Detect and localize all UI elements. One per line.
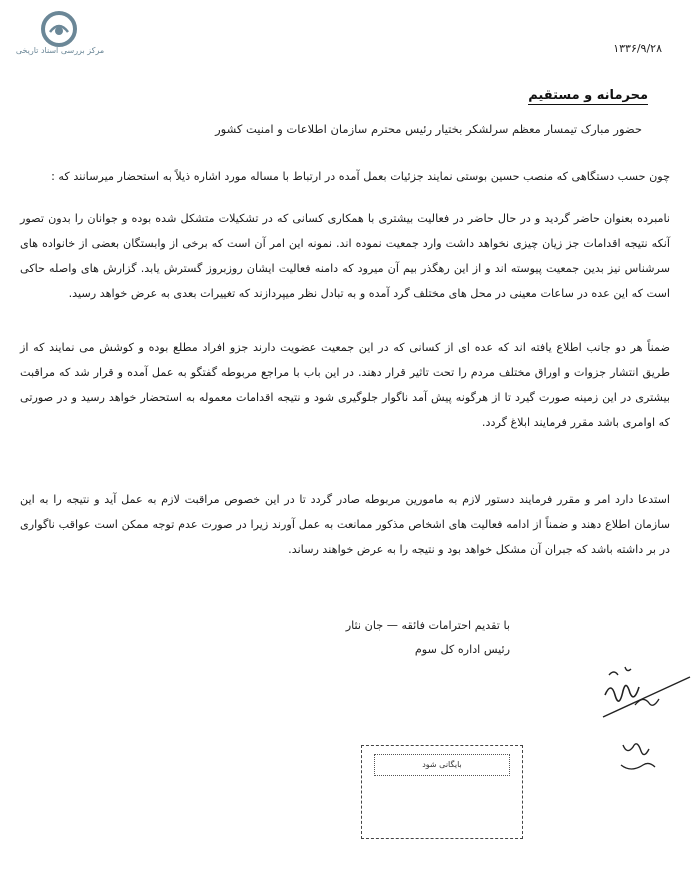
document-salutation: محرمانه و مستقیم bbox=[528, 88, 648, 103]
archive-logo-icon bbox=[38, 10, 80, 48]
watermark-text: مرکز بررسی اسناد تاریخی bbox=[15, 46, 105, 55]
handwritten-initials bbox=[615, 735, 665, 780]
document-subject: حضور مبارک تیمسار معظم سرلشکر بختیار رئیس محترم سازمان اطلاعات و امنیت کشور bbox=[215, 122, 642, 136]
archive-stamp bbox=[361, 745, 523, 839]
closing-line-1: با تقدیم احترامات فائقه — جان نثار bbox=[345, 619, 510, 632]
paragraph-2: نامبرده بعنوان حاضر گردید و در حال حاضر در فعالیت بیشتری با همکاری کسانی که در تشکیلات متشکل شده بوده و جوانان را بدون تصور آنکه نتیجه اقدامات جز زیان چیزی نخواهد داشت وارد جمعیت نموده اند. نمونه این امر آن است که برخی از وابستگان بعضی از خانواده های سرشناس نیز بدین جمعیت پیوسته اند و از این رهگذر بیم آن میرود که دامنه فعالیت ایشان روزبروز گسترش یابد. گزارش های واصله حاکی است که این عده در ساعات معینی در محل های مختلف گرد آمده و به تبادل نظر میپردازند که تغییرات بعدی به عرض خواهد رسید. bbox=[20, 212, 670, 300]
document-date: ۱۳۳۶/۹/۲۸ bbox=[613, 42, 662, 55]
handwritten-signature bbox=[595, 655, 695, 745]
paragraph-1: چون حسب دستگاهی که منصب حسین بوستی نمایند جزئیات بعمل آمده در ارتباط با مساله مورد اشاره ذیلاً به استحضار میرسانند که : bbox=[51, 170, 670, 183]
closing-block bbox=[346, 614, 510, 662]
watermark-logo bbox=[10, 8, 110, 60]
stamp-label: بایگانی شود bbox=[374, 754, 510, 776]
paragraph-4: استدعا دارد امر و مقرر فرمایند دستور لازم به مامورین مربوطه صادر گردد تا در این خصوص مراقبت لازم به عمل آید و نتیجه را به این سازمان اطلاع دهند و ضمناً از ادامه فعالیت های اشخاص مذکور ممانعت به عمل آورند زیرا در صورت عدم توجه ممکن است عواقب ناگواری در بر داشته باشد که جبران آن مشکل خواهد بود و نتیجه را به عرض خواهند رساند. bbox=[20, 493, 670, 556]
paragraph-3: ضمناً هر دو جانب اطلاع یافته اند که عده ای از کسانی که در این جمعیت عضویت دارند جزو افراد مطلع بوده و کوشش می نمایند که از طریق انتشار جزوات و اوراق مختلف مردم را تحت تاثیر قرار دهند. در این باب با مراجع مربوطه گفتگو به عمل آمده و قرار شد که مراقبت بیشتری در این زمینه صورت گیرد تا از هرگونه پیش آمد ناگوار جلوگیری شود و نتیجه اقدامات معموله به استحضار خواهد رسید و در صورتی که اوامری باشد مقرر فرمایند ابلاغ گردد. bbox=[20, 341, 670, 429]
closing-line-2: رئیس اداره کل سوم bbox=[414, 643, 510, 656]
